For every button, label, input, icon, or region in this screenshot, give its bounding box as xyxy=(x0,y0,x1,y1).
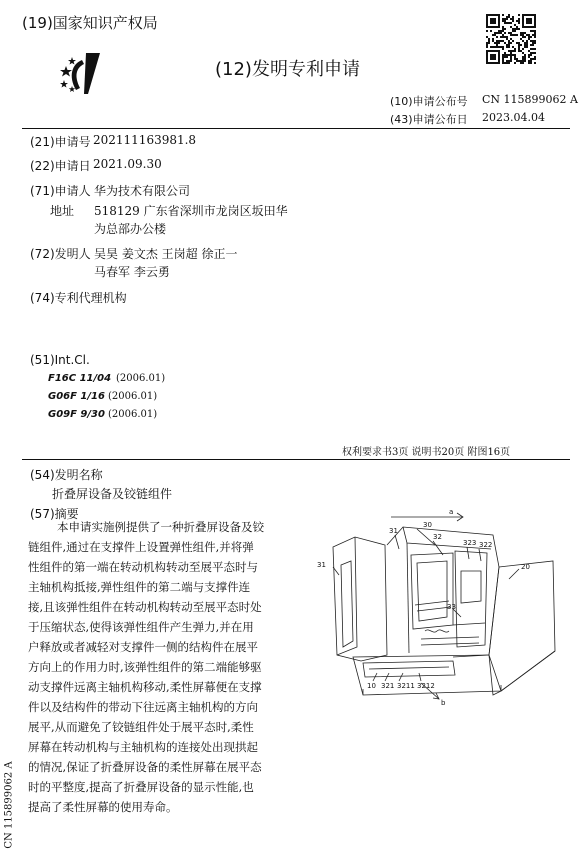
application-date: 2021.09.30 xyxy=(93,157,162,171)
abstract-line-7: 户释放或者减轻对支撑件一侧的结构件在展平 xyxy=(28,640,258,654)
figure-label-b: b xyxy=(441,699,446,707)
figure-label-323: 323 xyxy=(463,539,477,547)
publication-number: CN 115899062 A xyxy=(482,93,578,106)
application-number-label: (21)申请号 xyxy=(30,135,91,149)
qr-code xyxy=(486,14,536,64)
publication-number-label: (10)申请公布号 xyxy=(390,95,468,108)
document-type: (12)发明专利申请 xyxy=(215,59,360,80)
abstract-line-3: 性组件的第一端在转动机构转动至展平态时与 xyxy=(28,560,258,574)
side-publication-number xyxy=(2,760,16,850)
header-rule xyxy=(22,128,570,129)
figure-label-30: 30 xyxy=(423,521,432,529)
address-line-1: 518129 广东省深圳市龙岗区坂田华 xyxy=(94,204,288,218)
abstract-line-4: 主轴机构抵接,弹性组件的第二端与支撑件连 xyxy=(28,580,251,594)
application-date-label: (22)申请日 xyxy=(30,159,91,173)
abstract-line-12: 屏幕在转动机构与主轴机构的连接处出现拱起 xyxy=(28,740,258,754)
side-publication-number-text: CN 115899062 A xyxy=(3,761,15,849)
abstract-line-14: 时的平整度,提高了折叠屏设备的显示性能,也 xyxy=(28,780,254,794)
publication-date-label: (43)申请公布日 xyxy=(390,113,468,126)
abstract-line-2: 链组件,通过在支撑件上设置弹性组件,并将弹 xyxy=(28,540,254,554)
abstract-line-10: 件以及结构件的带动下往远离主轴机构的方向 xyxy=(28,700,258,714)
figure-label-3212: 3212 xyxy=(417,682,435,690)
page-counts: 权利要求书3页 说明书20页 附图16页 xyxy=(342,447,511,458)
abstract-line-5: 接,且该弹性组件在转动机构转动至展平态时处 xyxy=(28,600,262,614)
abstract-line-9: 动支撑件远离主轴机构移动,柔性屏幕便在支撑 xyxy=(28,680,262,694)
inventors-line-2: 马春军 李云勇 xyxy=(94,265,170,279)
abstract-line-11: 展平,从而避免了铰链组件处于展平态时,柔性 xyxy=(28,720,254,734)
ipc-code-3: G09F 9/30 xyxy=(48,409,105,420)
figure-label-20: 20 xyxy=(521,563,530,571)
inventors-line-1: 吴昊 姜文杰 王岗超 徐正一 xyxy=(94,247,238,261)
abstract-figure xyxy=(303,505,571,710)
figure-label-33: 33 xyxy=(447,603,456,611)
invention-title: 折叠屏设备及铰链组件 xyxy=(52,487,173,501)
abstract-line-1: 本申请实施例提供了一种折叠屏设备及铰 xyxy=(57,520,264,534)
abstract-line-6: 于压缩状态,使得该弹性组件产生弹力,并在用 xyxy=(28,620,254,634)
figure-label-31-top: 31 xyxy=(389,527,398,535)
ipc-year-3: (2006.01) xyxy=(108,409,158,420)
int-cl-label: (51)Int.Cl. xyxy=(30,353,90,367)
middle-rule xyxy=(22,459,570,460)
ipc-year-1: (2006.01) xyxy=(116,373,166,384)
ipc-code-2: G06F 1/16 xyxy=(48,391,105,402)
application-number: 202111163981.8 xyxy=(93,133,197,147)
office-logo xyxy=(58,50,118,96)
abstract-line-13: 的情况,保证了折叠屏设备的柔性屏幕在展平态 xyxy=(28,760,262,774)
figure-label-a: a xyxy=(449,508,454,516)
figure-label-322: 322 xyxy=(479,541,493,549)
abstract-line-8: 方向上的作用力时,该弹性组件的第二端能够驱 xyxy=(28,660,262,674)
office-name: (19)国家知识产权局 xyxy=(22,14,158,32)
figure-label-32: 32 xyxy=(433,533,442,541)
invention-title-label: (54)发明名称 xyxy=(30,468,103,482)
applicant: 华为技术有限公司 xyxy=(94,184,191,198)
address-label: 地址 xyxy=(50,204,75,218)
abstract-line-15: 提高了柔性屏幕的使用寿命。 xyxy=(28,800,178,814)
publication-date: 2023.04.04 xyxy=(482,111,545,124)
agency-label: (74)专利代理机构 xyxy=(30,291,127,305)
address-line-2: 为总部办公楼 xyxy=(94,222,167,236)
abstract-label: (57)摘要 xyxy=(30,507,79,521)
ipc-year-2: (2006.01) xyxy=(108,391,158,402)
figure-label-31-left: 31 xyxy=(317,561,326,569)
applicant-label: (71)申请人 xyxy=(30,184,91,198)
figure-label-3211: 3211 xyxy=(397,682,415,690)
inventor-label: (72)发明人 xyxy=(30,247,91,261)
ipc-code-1: F16C 11/04 xyxy=(48,373,112,384)
figure-label-321: 321 xyxy=(381,682,395,690)
figure-label-10: 10 xyxy=(367,682,376,690)
